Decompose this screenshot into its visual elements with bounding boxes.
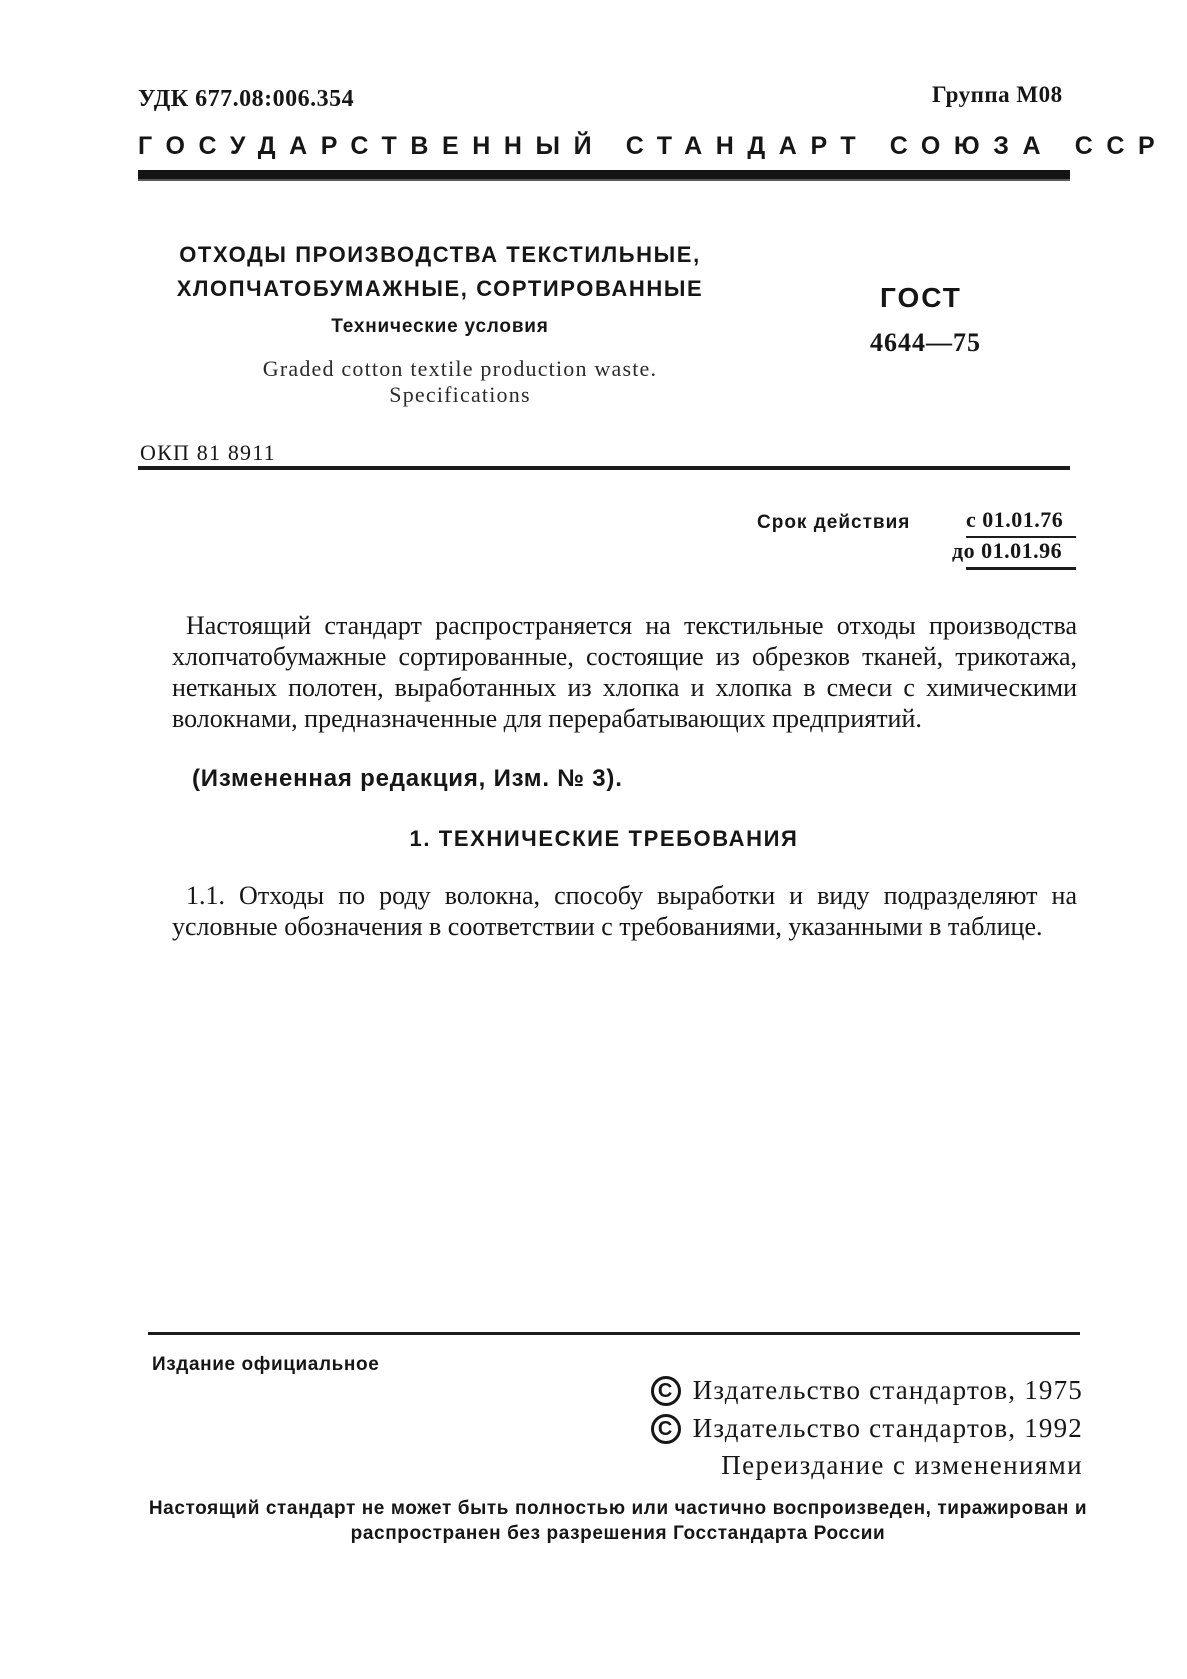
udk-code: УДК 677.08:006.354	[138, 86, 355, 112]
amendment-note: (Измененная редакция, Изм. № 3).	[192, 765, 623, 792]
gost-label: ГОСТ	[880, 282, 962, 313]
okp-code: ОКП 81 8911	[140, 440, 276, 465]
clause-1-1: 1.1. Отходы по роду волокна, способу выработки и виду подразделяют на условные обозначения в соответствии с требованиями, указанными в таблице.	[172, 881, 1077, 941]
scope-paragraph: Настоящий стандарт распространяется на текстильные отходы производства хлопчатобумажные сортированные, состоящие из обрезков тканей, трикотажа, нетканых полотен, выработанных из хлопка и хлопка в смеси с химическими волокнами, предназначенные для перерабатывающих предприятий.	[172, 611, 1077, 733]
document-title	[150, 238, 730, 306]
title-line-2: ХЛОПЧАТОБУМАЖНЫЕ, СОРТИРОВАННЫЕ	[176, 276, 704, 301]
footer-rule	[148, 1332, 1080, 1335]
copyright-icon: C	[651, 1414, 681, 1444]
english-title	[150, 356, 770, 408]
header-rule	[138, 170, 1070, 179]
copyright-text-2: Издательство стандартов, 1992	[692, 1413, 1083, 1443]
reproduction-notice: Настоящий стандарт не может быть полностью или частично воспроизведен, тиражирован и распространен без разрешения Госстандарта России	[148, 1498, 1088, 1544]
copyright-text-1: Издательство стандартов, 1975	[692, 1375, 1083, 1405]
copyright-line-2	[651, 1413, 1083, 1444]
validity-label: Срок действия	[757, 512, 911, 533]
state-standard-banner: ГОСУДАРСТВЕННЫЙ СТАНДАРТ СОЮЗА ССР	[138, 132, 1169, 160]
validity-to-underline	[966, 567, 1076, 570]
gost-number: 4644—75	[870, 328, 981, 357]
reissue-note: Переиздание с изменениями	[721, 1450, 1083, 1480]
english-title-line-1: Graded cotton textile production waste.	[262, 356, 658, 381]
official-edition-label: Издание официальное	[152, 1354, 380, 1375]
validity-to: до 01.01.96	[952, 538, 1063, 563]
copyright-line-1	[651, 1375, 1083, 1406]
title-block-rule	[138, 466, 1070, 470]
copyright-icon: C	[651, 1376, 681, 1406]
title-line-1: ОТХОДЫ ПРОИЗВОДСТВА ТЕКСТИЛЬНЫЕ,	[179, 242, 701, 267]
section-title: 1. ТЕХНИЧЕСКИЕ ТРЕБОВАНИЯ	[409, 826, 799, 851]
validity-from: с 01.01.76	[966, 507, 1064, 532]
english-title-line-2: Specifications	[389, 382, 531, 407]
group-code: Группа М08	[932, 82, 1063, 107]
header-rule-shadow	[138, 179, 1070, 181]
document-subtitle: Технические условия	[331, 316, 549, 337]
